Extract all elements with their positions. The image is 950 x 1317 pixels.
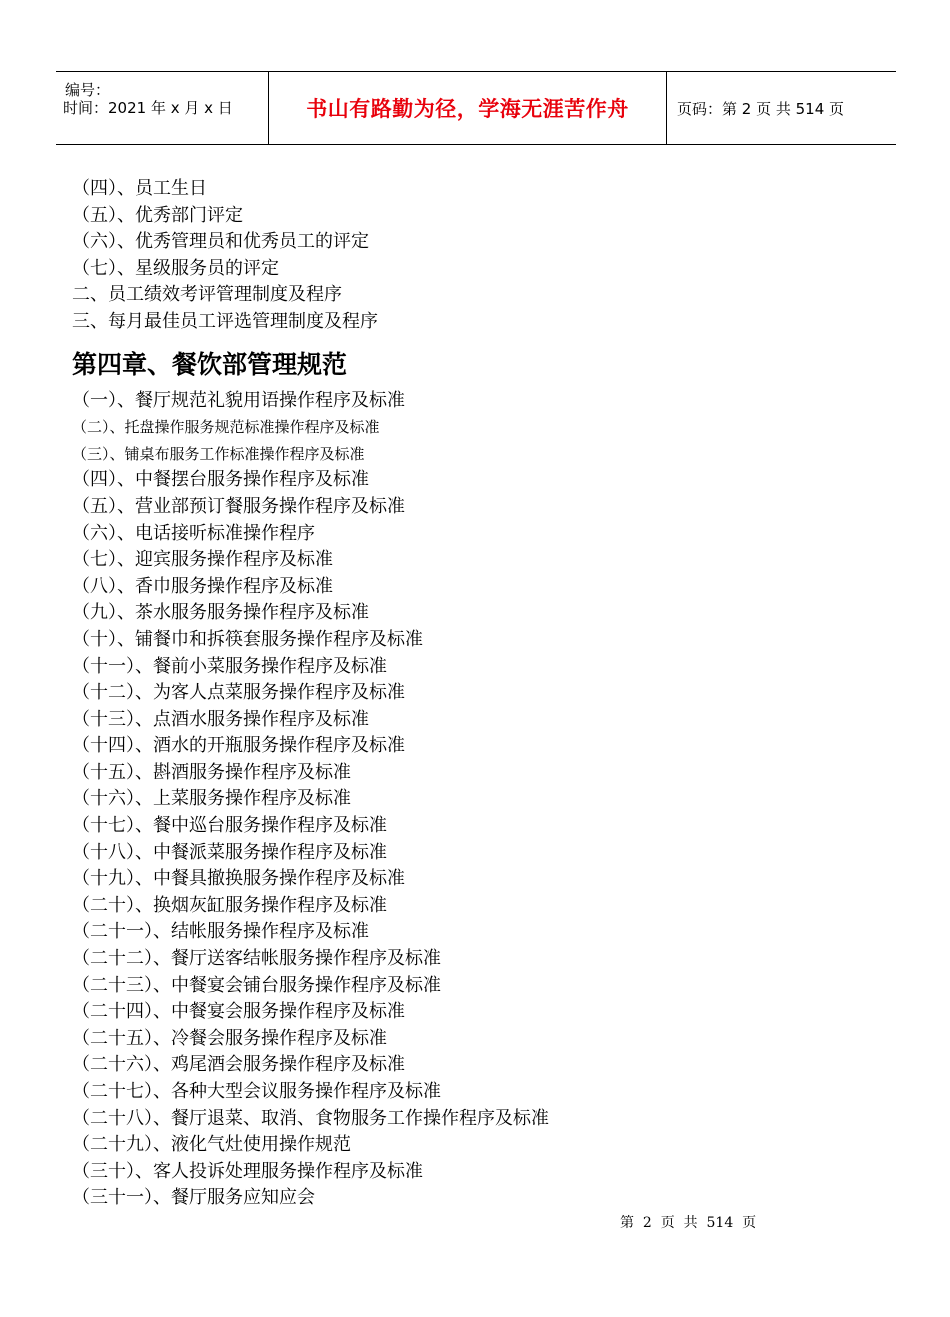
header-page-cell: [667, 72, 896, 144]
toc-item: （十四）、酒水的开瓶服务操作程序及标准: [72, 735, 405, 757]
toc-item: （八）、香巾服务操作程序及标准: [72, 575, 333, 597]
toc-item: （二十一）、结帐服务操作程序及标准: [72, 921, 369, 943]
toc-item: （十七）、餐中巡台服务操作程序及标准: [72, 815, 387, 837]
document-number-label: 编号：: [65, 81, 111, 99]
toc-item: （七）、星级服务员的评定: [72, 257, 279, 279]
toc-item: （十五）、斟酒服务操作程序及标准: [72, 761, 351, 783]
table-of-contents: [72, 176, 892, 1212]
toc-item: 二、员工绩效考评管理制度及程序: [72, 284, 342, 306]
toc-item: （十一）、餐前小菜服务操作程序及标准: [72, 655, 387, 677]
toc-item: （四）、中餐摆台服务操作程序及标准: [72, 469, 369, 491]
toc-item: （二十八）、餐厅退菜、取消、食物服务工作操作程序及标准: [72, 1107, 549, 1129]
header-motto: 书山有路勤为径，学海无涯苦作舟: [306, 97, 629, 121]
chapter-heading: 第四章、餐饮部管理规范: [72, 349, 348, 379]
toc-item: （十六）、上菜服务操作程序及标准: [72, 788, 351, 810]
header-page-label: 页码：第 2 页 共 514 页: [677, 99, 845, 118]
toc-item: （二十二）、餐厅送客结帐服务操作程序及标准: [72, 948, 441, 970]
toc-item: （二十三）、中餐宴会铺台服务操作程序及标准: [72, 974, 441, 996]
toc-item: （二十九）、液化气灶使用操作规范: [72, 1134, 351, 1156]
header-motto-cell: [269, 72, 667, 144]
document-time-label: 时间：2021 年 x 月 x 日: [63, 99, 233, 117]
toc-item: （十）、铺餐巾和拆筷套服务操作程序及标准: [72, 628, 423, 650]
toc-item: （一）、餐厅规范礼貌用语操作程序及标准: [72, 389, 405, 411]
toc-item: （二十七）、各种大型会议服务操作程序及标准: [72, 1081, 441, 1102]
toc-item: （五）、优秀部门评定: [72, 204, 243, 226]
document-header: [56, 71, 896, 145]
toc-item: （三）、铺桌布服务工作标准操作程序及标准: [72, 444, 365, 463]
toc-item: （十九）、中餐具撤换服务操作程序及标准: [72, 868, 405, 890]
header-info-cell: [56, 72, 269, 144]
toc-item: （九）、茶水服务服务操作程序及标准: [72, 602, 369, 624]
toc-item: （六）、优秀管理员和优秀员工的评定: [72, 231, 369, 253]
toc-item: （十八）、中餐派菜服务操作程序及标准: [72, 841, 387, 863]
toc-item: 三、每月最佳员工评选管理制度及程序: [72, 310, 378, 332]
toc-item: （三十一）、餐厅服务应知应会: [72, 1187, 315, 1209]
toc-item: （二十四）、中餐宴会服务操作程序及标准: [72, 1001, 405, 1023]
toc-item: （七）、迎宾服务操作程序及标准: [72, 549, 333, 571]
toc-item: （三十）、客人投诉处理服务操作程序及标准: [72, 1160, 423, 1182]
toc-item: （十二）、为客人点菜服务操作程序及标准: [72, 682, 405, 704]
toc-item: （二十）、换烟灰缸服务操作程序及标准: [72, 894, 387, 916]
toc-item: （二）、托盘操作服务规范标准操作程序及标准: [72, 418, 380, 437]
toc-item: （六）、电话接听标准操作程序: [72, 522, 315, 544]
toc-item: （四）、员工生日: [72, 178, 207, 199]
toc-item: （十三）、点酒水服务操作程序及标准: [72, 708, 369, 730]
toc-item: （二十五）、冷餐会服务操作程序及标准: [72, 1027, 387, 1049]
page-footer: 第 2 页 共 514 页: [620, 1215, 757, 1231]
toc-item: （二十六）、鸡尾酒会服务操作程序及标准: [72, 1054, 405, 1076]
toc-item: （五）、营业部预订餐服务操作程序及标准: [72, 495, 405, 517]
